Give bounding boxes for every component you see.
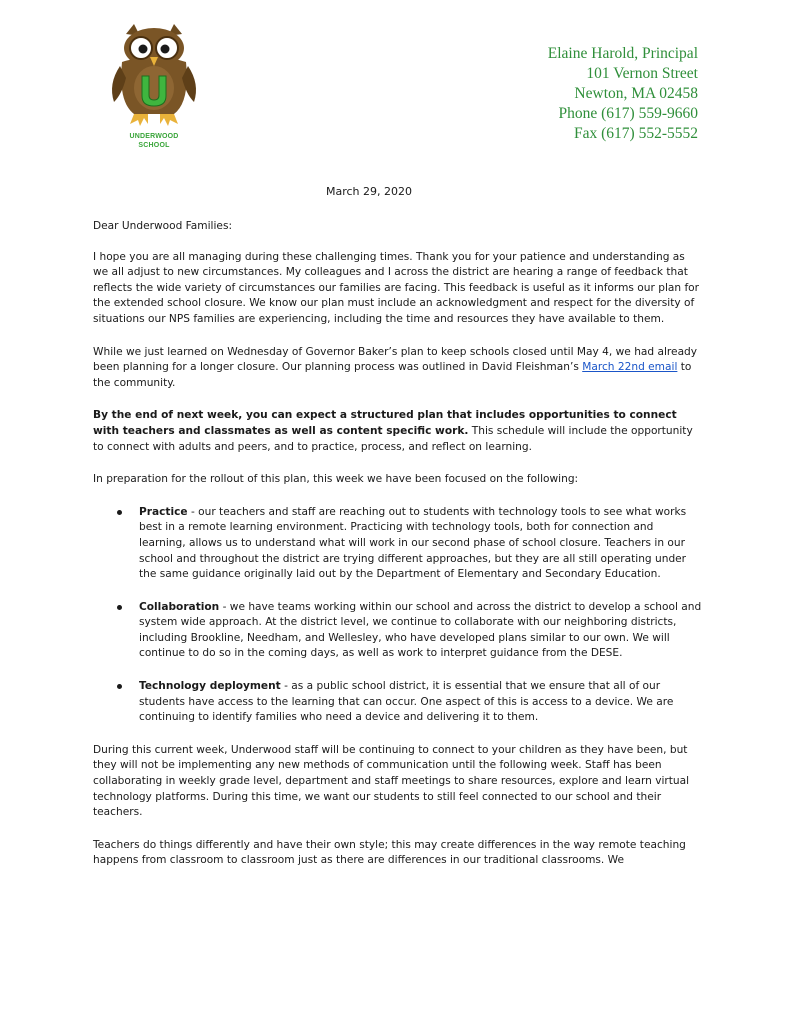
- list-item: [139, 679, 703, 726]
- paragraph-2: [93, 345, 703, 392]
- list-item-title: Practice: [139, 505, 188, 518]
- greeting: Dear Underwood Families:: [93, 220, 233, 232]
- focus-list: [93, 505, 703, 726]
- list-item: [139, 600, 703, 662]
- paragraph-4: In preparation for the rollout of this plan, this week we have been focused on the following:: [93, 473, 579, 486]
- phone-number: Phone (617) 559-9660: [558, 105, 698, 122]
- letterhead-address: [548, 44, 698, 144]
- march-22nd-email-link[interactable]: March 22nd email: [582, 361, 678, 374]
- paragraph-2-text-b: to the community.: [93, 361, 692, 389]
- street-address: 101 Vernon Street: [586, 65, 698, 82]
- city-state-zip: Newton, MA 02458: [574, 85, 698, 102]
- school-logo: [104, 22, 204, 152]
- fax-number: Fax (617) 552-5552: [574, 125, 698, 142]
- paragraph-3-rest: This schedule will include the opportunity to connect with adults and peers, and to practice, process, and reflect on learning.: [93, 424, 693, 453]
- logo-school-name-line2: SCHOOL: [138, 142, 170, 149]
- list-item-title: Collaboration: [139, 600, 220, 613]
- letter-date: March 29, 2020: [326, 185, 413, 198]
- list-item: [139, 505, 703, 583]
- bullet-icon: [117, 684, 122, 689]
- list-item-title: Technology deployment: [139, 680, 281, 693]
- paragraph-1: I hope you are all managing during these challenging times. Thank you for your patience and understanding as we all adjust to new circumstances. My colleagues and I across the district are hearing a range of feedback that reflects the wide variety of circumstances our families are facing. This feedback is useful as it informs our plan for the extended school closure. We know our plan must include an acknowledgment and respect for the diversity of situations our NPS families are experiencing, including the time and resources they have available to them.: [93, 250, 700, 325]
- logo-school-name-line1: UNDERWOOD: [129, 133, 179, 140]
- bullet-icon: [117, 605, 122, 610]
- list-item-text: - our teachers and staff are reaching out to students with technology tools to see what works best in a remote learning environment. Practicing with technology tools, both for connection and learning, allows us to understand what will work in our second phase of school closure. Teachers in our school and throughout the district are trying different approaches, but they are all still operating under the same guidance originally laid out by the Department of Elementary and Secondary Education.: [139, 505, 687, 581]
- paragraph-2-text-a: While we just learned on Wednesday of Governor Baker’s plan to keep schools closed until May 4, we had already been planning for a longer closure. Our planning process was outlined in David Fleishman’s: [93, 345, 698, 374]
- letter-body: [93, 219, 703, 886]
- paragraph-6: Teachers do things differently and have their own style; this may create differences in the way remote teaching happens from classroom to classroom just as there are differences in our traditional classrooms. We: [93, 838, 686, 867]
- paragraph-3: [93, 408, 703, 455]
- owl-mascot-icon: [104, 22, 204, 132]
- paragraph-3-bold: By the end of next week, you can expect a structured plan that includes opportunities to connect with teachers and classmates as well as content specific work.: [93, 409, 677, 437]
- bullet-icon: [117, 510, 122, 515]
- paragraph-5: During this current week, Underwood staff will be continuing to connect to your children as they have been, but they will not be implementing any new methods of communication until the following week. Staff has been collaborating in weekly grade level, department and staff meetings to share resources, explore and learn virtual technology platforms. During this time, we want our students to still feel connected to our school and their teachers.: [93, 743, 690, 819]
- principal-name: Elaine Harold, Principal: [547, 45, 698, 62]
- list-item-text: - we have teams working within our school and across the district to develop a school and system wide approach. At the district level, we continue to collaborate with our neighboring districts, including Brookline, Needham, and Wellesley, who have developed plans similar to our own. We will continue to do so in the coming days, as well as work to interpret guidance from the DESE.: [139, 600, 702, 660]
- list-item-text: - as a public school district, it is essential that we ensure that all of our students have access to the learning that can occur. One aspect of this is access to a device. We are continuing to identify families who need a device and delivering it to them.: [139, 680, 674, 724]
